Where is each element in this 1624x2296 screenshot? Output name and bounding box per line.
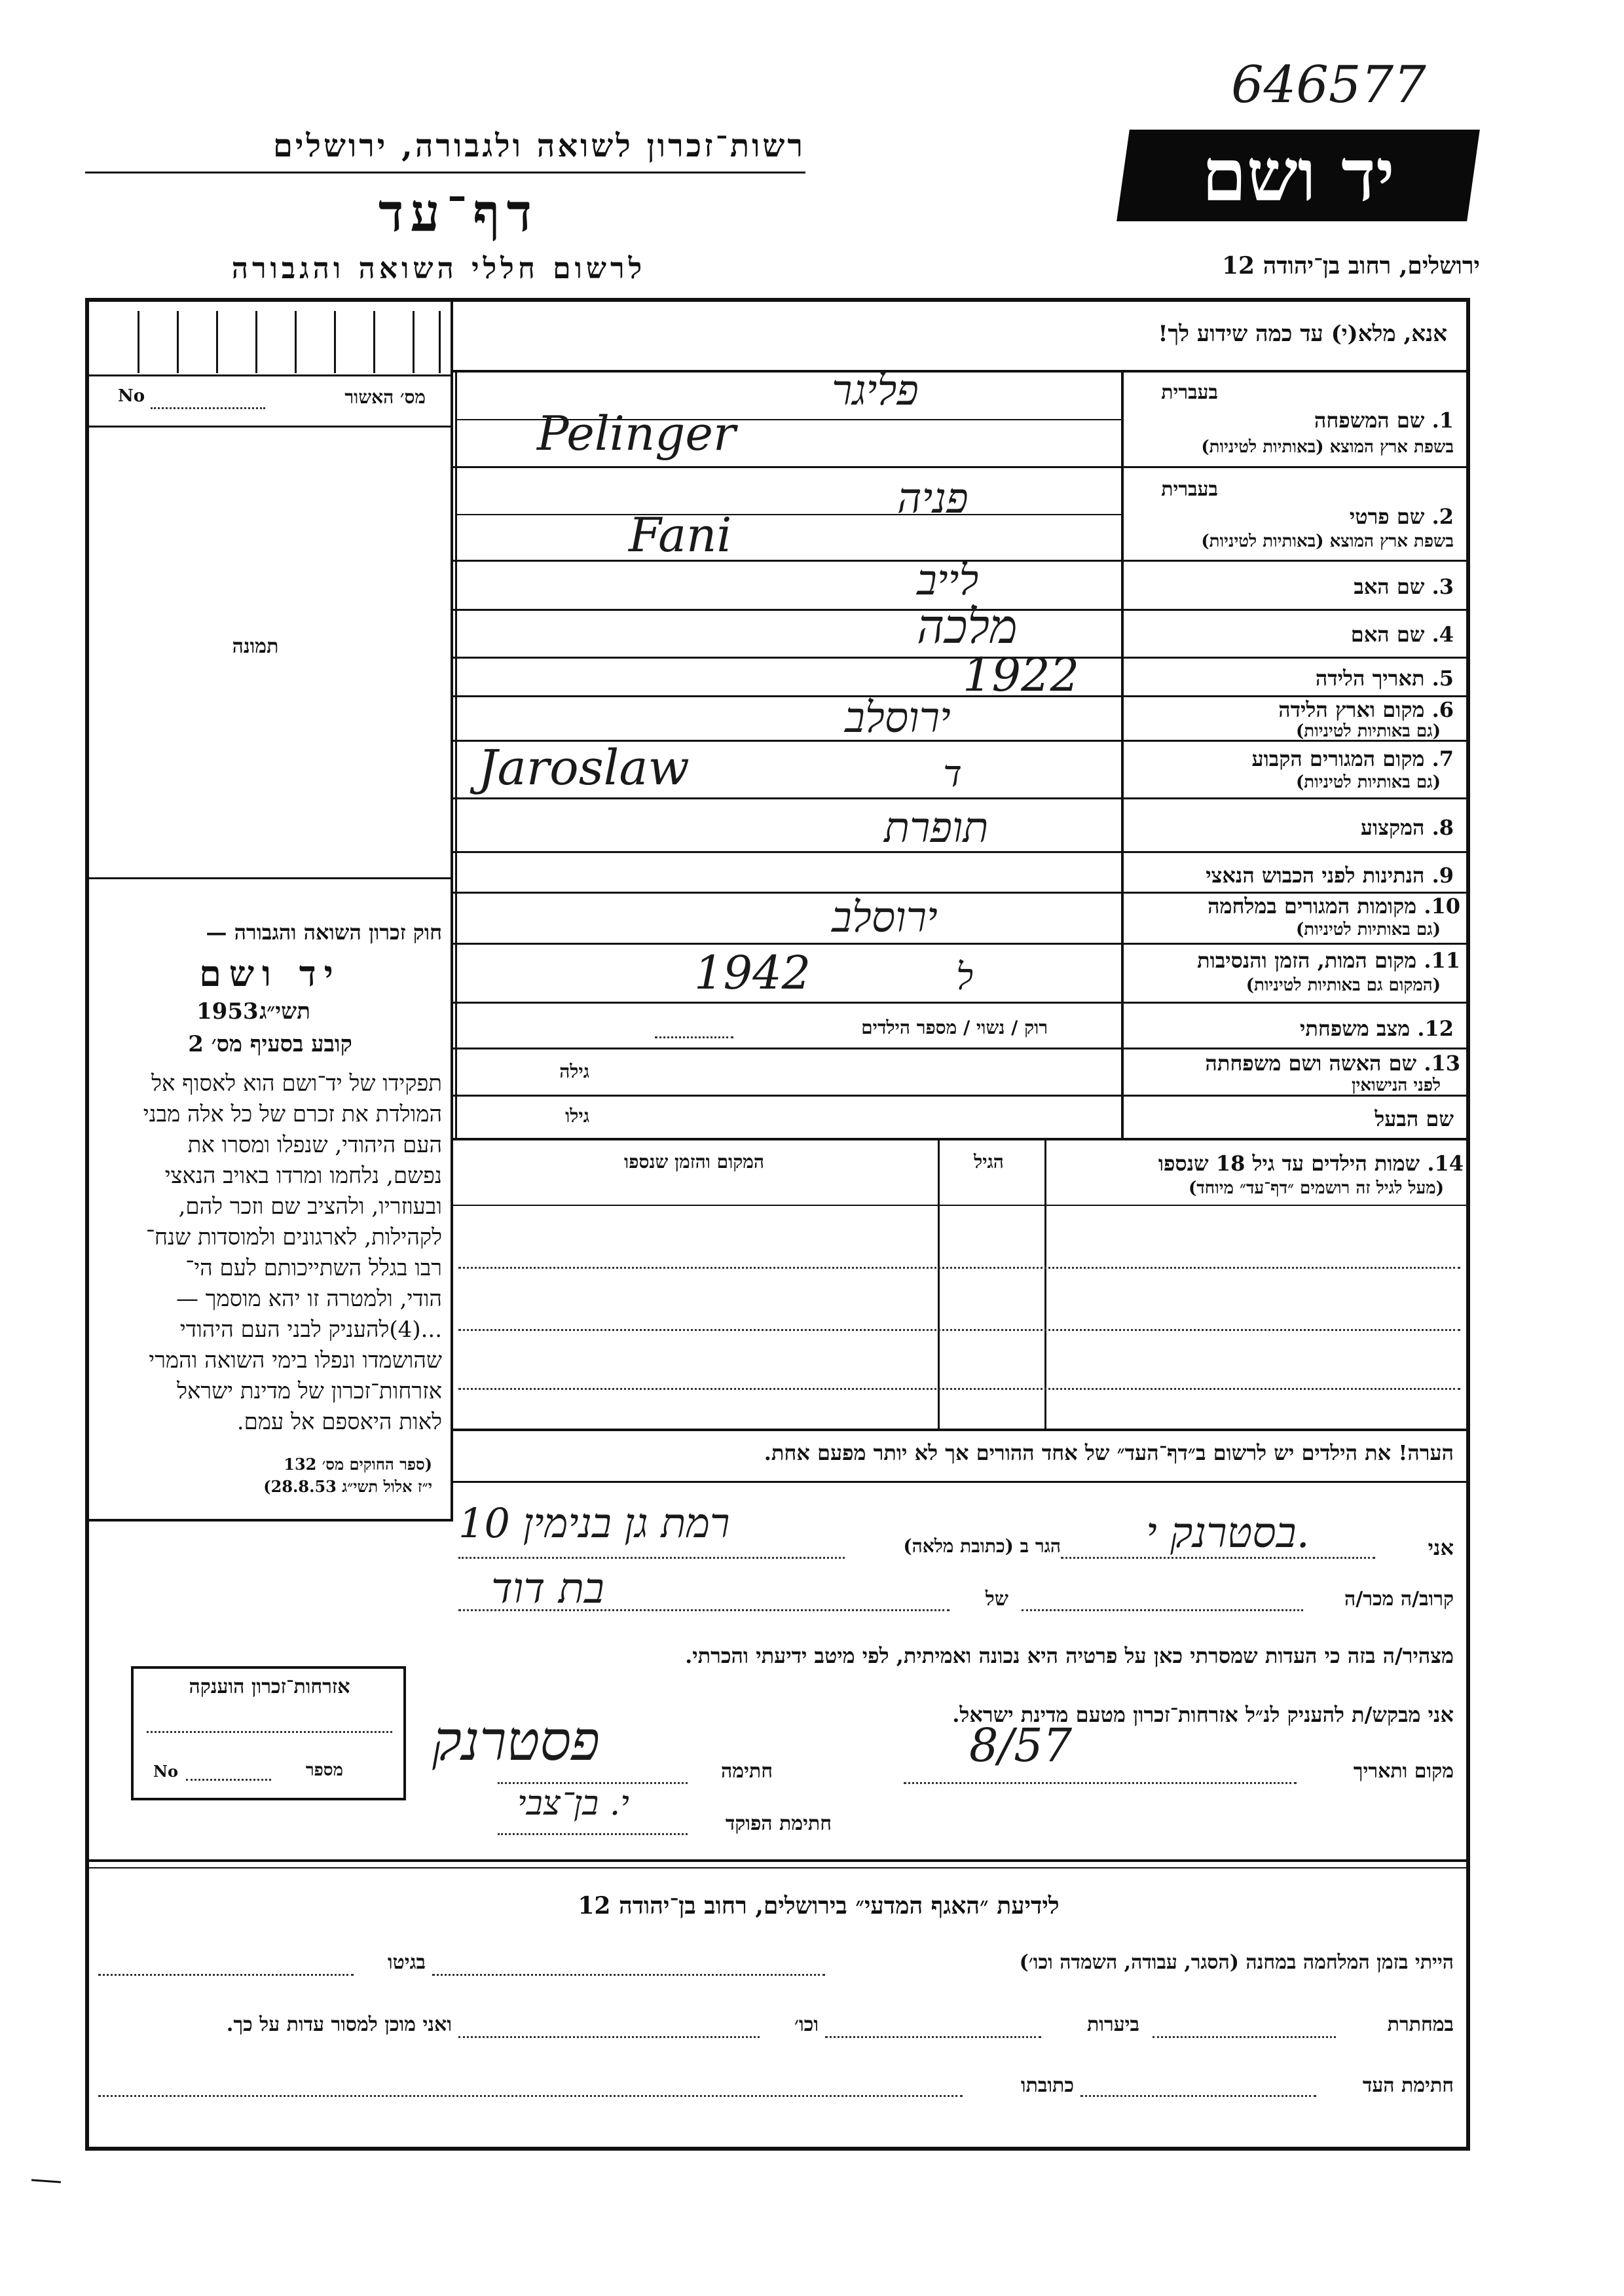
law-title: חוק זכרון השואה והגבורה — xyxy=(206,920,442,945)
residence-mark: ד xyxy=(943,753,962,795)
law-line: ...(4)להעניק לבני העם היהודי xyxy=(179,1317,442,1343)
citizenship-request: אני מבקש/ת להעניק לנ״ל אזרחות־זכרון מטעם מדינת ישראל. xyxy=(952,1702,1454,1727)
marital-options: רוק / נשוי / מספר הילדים xyxy=(861,1017,1048,1038)
law-clause: קובע בסעיף מס׳ 2 xyxy=(188,1031,352,1057)
of-label: של xyxy=(985,1588,1008,1611)
declarant-address: רמת גן בנימין 10 xyxy=(458,1499,730,1547)
place-column-header: המקום והזמן שנספו xyxy=(624,1151,764,1173)
field-birth-place: 6. מקום וארץ הלידה xyxy=(1278,697,1454,722)
authority-name: רשות־זכרון לשואה ולגבורה, ירושלים xyxy=(272,128,805,164)
form-subtitle: לרשום חללי השואה והגבורה xyxy=(231,252,646,285)
field-wife-maiden: לפני הנישואין xyxy=(1351,1076,1441,1095)
field-mother: 4. שם האם xyxy=(1350,622,1454,647)
i-am-label: אני xyxy=(1428,1535,1454,1560)
relation: בת דוד xyxy=(491,1565,604,1613)
address: ירושלים, רחוב בן־יהודה 12 xyxy=(1221,252,1480,280)
signature-label: חתימה xyxy=(721,1760,773,1783)
birth-year: 1922 xyxy=(963,648,1080,702)
footer-ghetto: בגיטו xyxy=(387,1951,426,1974)
father-name: לייב xyxy=(917,556,979,605)
field-given-name-latin: בשפת ארץ המוצא (באותיות לטיניות) xyxy=(1201,532,1454,551)
field-nationality: 9. הנתינות לפני הכבוש הנאצי xyxy=(1206,863,1454,888)
field-birth-date: 5. תאריך הלידה xyxy=(1315,666,1454,691)
field-birth-place-latin: (גם באותיות לטיניות) xyxy=(1295,721,1441,741)
field-death: 11. מקום המות, הזמן והנסיבות xyxy=(1197,948,1460,973)
law-line: העם היהודי, שנפלו ומסרו את xyxy=(187,1132,442,1158)
archive-number: 646577 xyxy=(1231,56,1426,115)
law-line: לקהילות, לארגונים ולמוסדות שנח־ xyxy=(145,1224,442,1250)
footer-willing: ואני מוכן למסור עדות על כך. xyxy=(226,2013,452,2036)
wartime-place: ירוסלב xyxy=(832,894,938,942)
approval-label: מס׳ האשור xyxy=(344,386,426,408)
footer-forests: ביערות xyxy=(1086,2013,1139,2036)
law-name: יד ושם xyxy=(199,953,341,994)
hebrew-label-2: בעברית xyxy=(1161,478,1218,501)
residence-latin: Jaroslaw xyxy=(478,740,690,796)
age-column-header: הגיל xyxy=(974,1151,1004,1173)
field-given-name: 2. שם פרטי xyxy=(1349,504,1454,529)
given-name-hebrew: פניה xyxy=(897,475,969,523)
date: 8/57 xyxy=(969,1719,1073,1772)
field-death-latin: (המקום גם באותיות לטיניות) xyxy=(1246,975,1441,995)
footer-camp: הייתי בזמן המלחמה במחנה (הסגר, עבודה, השמדה וכו׳) xyxy=(1019,1951,1454,1974)
field-husband: שם הבעל xyxy=(1375,1106,1454,1131)
tick-strip xyxy=(98,311,445,373)
residing-label: הגר ב (כתובת מלאה) xyxy=(903,1535,1061,1557)
surname-hebrew: פליגר xyxy=(832,367,919,415)
field-profession: 8. המקצוע xyxy=(1360,815,1454,840)
place-date-label: מקום ותאריך xyxy=(1353,1760,1454,1783)
citizenship-number: מספר xyxy=(305,1760,343,1780)
law-line: תפקידו של יד־ושם הוא לאסוף אל xyxy=(151,1070,442,1097)
birth-place: ירוסלב xyxy=(845,694,951,742)
children-note: הערה! את הילדים יש לרשום ב״דף־העד״ של אחד ההורים אך לא יותר מפעם אחת. xyxy=(764,1440,1454,1465)
field-residence: 7. מקום המגורים הקבוע xyxy=(1251,746,1454,771)
law-reference-2: י״ז אלול תשי״ג 28.8.53) xyxy=(263,1477,432,1496)
field-surname-latin: בשפת ארץ המוצא (באותיות לטיניות) xyxy=(1201,437,1454,457)
approval-no: No xyxy=(118,386,145,406)
law-line: ובעוזריו, ולהציב שם וזכר להם, xyxy=(178,1194,442,1220)
surname-latin: Pelinger xyxy=(537,406,736,461)
law-year-heb: תשי״ג xyxy=(259,998,310,1025)
law-text xyxy=(98,1068,442,1438)
mother-name: מלכה xyxy=(917,599,1018,654)
citizenship-box xyxy=(131,1666,406,1800)
field-father: 3. שם האב xyxy=(1354,574,1454,599)
footer-witness-signature: חתימת העד xyxy=(1362,2074,1454,2097)
death-year: 1942 xyxy=(694,946,811,1000)
relative-label: קרוב/ה מכר/ה xyxy=(1344,1588,1454,1611)
law-line: נפשם, נלחמו ומרדו באויב הנאצי xyxy=(164,1163,442,1189)
yad-vashem-logo xyxy=(1116,130,1480,221)
law-line: המולדת את זכרם של כל אלה מבני xyxy=(143,1101,442,1127)
husband-age-label: גילו xyxy=(565,1105,589,1127)
death-mark: ל xyxy=(956,956,974,998)
field-wife-name: 13. שם האשה ושם משפחתה xyxy=(1205,1051,1460,1076)
officer-name: י. בן־צבי xyxy=(517,1784,629,1823)
declarant-name: בסטרנק י. xyxy=(1146,1509,1310,1558)
wife-age-label: גילה xyxy=(559,1061,589,1082)
margin-mark xyxy=(31,2179,61,2183)
law-line: שהושמדו ונפלו בימי השואה והמרי xyxy=(149,1347,442,1374)
law-line: רבו בגלל השתייכותם לעם הי־ xyxy=(185,1255,442,1281)
footer-etc: וכו׳ xyxy=(794,2013,819,2036)
field-residence-latin: (גם באותיות לטיניות) xyxy=(1295,773,1441,792)
law-reference-1: (ספר החוקים מס׳ 132 xyxy=(284,1455,432,1474)
law-line: הודי, ולמטרה זו יהא מוסמך — xyxy=(175,1286,442,1312)
instruction: אנא, מלא(י) עד כמה שידוע לך! xyxy=(1158,321,1447,347)
footer-address: כתובתו xyxy=(1020,2074,1074,2097)
form-title: דף־עד xyxy=(378,182,539,244)
officer-signature-label: חתימת הפוקד xyxy=(725,1812,832,1835)
profession: תופרת xyxy=(884,804,989,852)
photo-label: תמונה xyxy=(232,635,279,658)
logo-text: יד ושם xyxy=(1202,133,1395,217)
citizenship-title: אזרחות־זכרון הוענקה xyxy=(189,1675,350,1698)
field-surname: 1. שם המשפחה xyxy=(1314,408,1454,433)
field-wartime-residence: 10. מקומות המגורים במלחמה xyxy=(1208,894,1460,919)
law-line: לאות היאספם אל עמם. xyxy=(236,1409,442,1435)
footer-underground: במחתרת xyxy=(1387,2013,1454,2036)
footer-title: לידיעת ״האגף המדעי״ בירושלים, רחוב בן־יהודה 12 xyxy=(578,1892,1060,1920)
hebrew-label-1: בעברית xyxy=(1161,381,1218,404)
law-line: אזרחות־זכרון של מדינת ישראל xyxy=(177,1378,442,1404)
law-year: 1953 xyxy=(196,998,259,1025)
field-children: 14. שמות הילדים עד גיל 18 שנספו xyxy=(1158,1151,1464,1176)
affirmation: מצהיר/ה בזה כי העדות שמסרתי כאן על פרטיה היא נכונה ואמיתית, לפי מיטב ידיעתי והכרתי. xyxy=(685,1643,1454,1668)
field-wartime-residence-latin: (גם באותיות לטיניות) xyxy=(1295,920,1441,939)
field-marital-status: 12. מצב משפחתי xyxy=(1300,1016,1454,1041)
citizenship-no: No xyxy=(153,1762,178,1781)
given-name-latin: Fani xyxy=(629,507,732,562)
field-children-note: (מעל לגיל זה רושמים ״דף־עד״ מיוחד) xyxy=(1188,1178,1444,1198)
authority-underline xyxy=(85,172,805,173)
signature: פסטרנק xyxy=(432,1709,600,1773)
